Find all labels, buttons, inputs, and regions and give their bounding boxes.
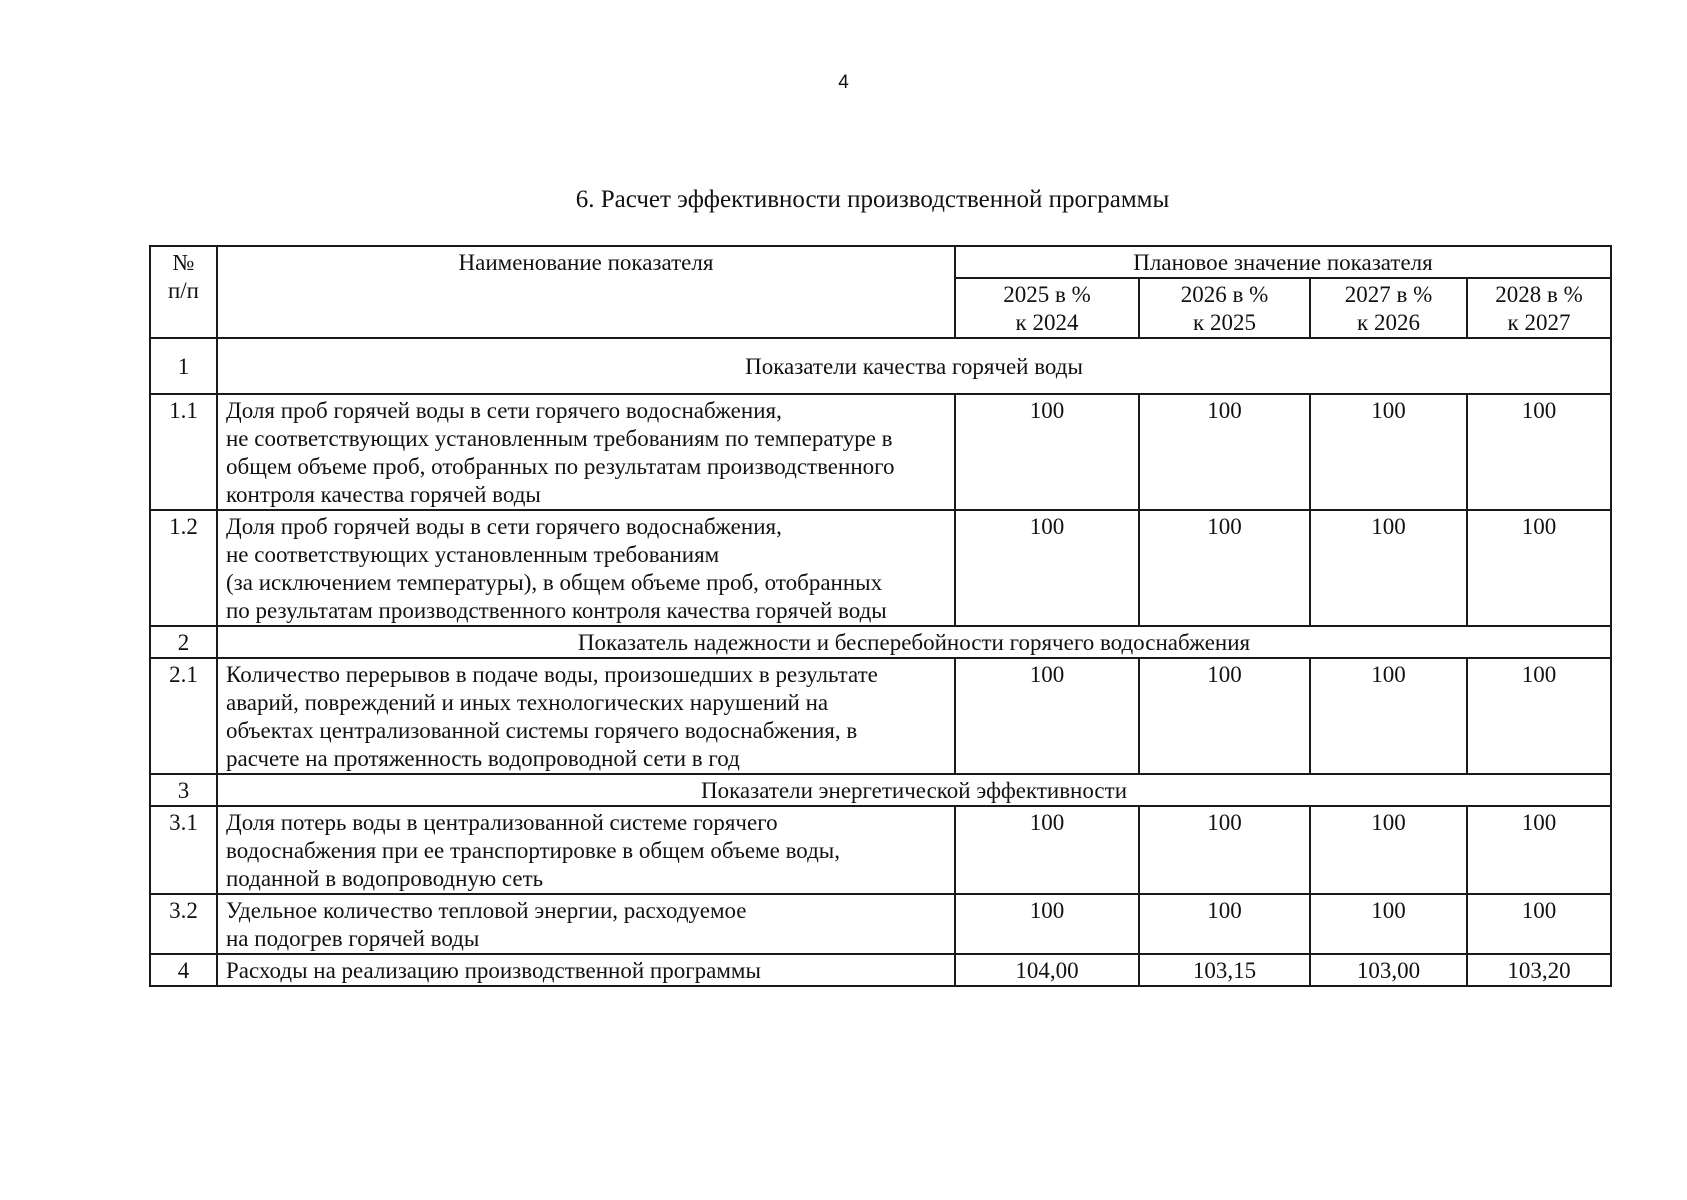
row-name-line: водоснабжения при ее транспортировке в общем объеме воды, bbox=[226, 838, 841, 863]
row-num: 3.1 bbox=[150, 806, 217, 894]
row-name bbox=[217, 658, 955, 774]
value-2026: 100 bbox=[1139, 394, 1310, 510]
row-name-line: не соответствующих установленным требованиям по температуре в bbox=[226, 426, 893, 451]
header-num bbox=[150, 246, 217, 338]
header-num-line2: п/п bbox=[167, 278, 199, 303]
row-name bbox=[217, 954, 955, 986]
section-row bbox=[150, 338, 1611, 394]
value-2027: 100 bbox=[1310, 894, 1467, 954]
table-row bbox=[150, 658, 1611, 774]
value-2025: 100 bbox=[955, 394, 1139, 510]
row-name-line: Доля проб горячей воды в сети горячего водоснабжения, bbox=[226, 514, 782, 539]
row-name-line: аварий, повреждений и иных технологических нарушений на bbox=[226, 690, 829, 715]
value-2027: 100 bbox=[1310, 658, 1467, 774]
header-num-line1: № bbox=[172, 250, 195, 275]
row-name-line: поданной в водопроводную сеть bbox=[226, 866, 544, 891]
section-num: 1 bbox=[150, 338, 217, 394]
value-2025: 100 bbox=[955, 894, 1139, 954]
row-name-line: Удельное количество тепловой энергии, расходуемое bbox=[226, 898, 747, 923]
row-name-line: Доля потерь воды в централизованной системе горячего bbox=[226, 810, 778, 835]
header-year-line1: 2027 в % bbox=[1344, 282, 1433, 307]
table-row bbox=[150, 806, 1611, 894]
row-name bbox=[217, 806, 955, 894]
section-row bbox=[150, 626, 1611, 658]
value-2028: 100 bbox=[1467, 894, 1611, 954]
row-name-line: не соответствующих установленным требованиям bbox=[226, 542, 720, 567]
section-title-cell: Показатели энергетической эффективности bbox=[217, 774, 1611, 806]
row-name-line: объектах централизованной системы горячего водоснабжения, в bbox=[226, 718, 858, 743]
section-title-cell: Показатели качества горячей воды bbox=[217, 338, 1611, 394]
row-name-line: Количество перерывов в подаче воды, произошедших в результате bbox=[226, 662, 878, 687]
row-num: 1.1 bbox=[150, 394, 217, 510]
row-name-line: расчете на протяженность водопроводной сети в год bbox=[226, 746, 740, 771]
value-2026: 100 bbox=[1139, 894, 1310, 954]
header-year-line1: 2026 в % bbox=[1180, 282, 1269, 307]
value-2028: 100 bbox=[1467, 510, 1611, 626]
table-row bbox=[150, 394, 1611, 510]
value-2025: 100 bbox=[955, 658, 1139, 774]
value-2026: 100 bbox=[1139, 510, 1310, 626]
value-2027: 100 bbox=[1310, 510, 1467, 626]
value-2025: 100 bbox=[955, 806, 1139, 894]
value-2028: 100 bbox=[1467, 806, 1611, 894]
row-name-line: Расходы на реализацию производственной программы bbox=[226, 958, 761, 983]
header-year-line2: к 2025 bbox=[1193, 310, 1256, 335]
value-2028: 103,20 bbox=[1467, 954, 1611, 986]
row-name bbox=[217, 394, 955, 510]
header-year-2025 bbox=[955, 278, 1139, 338]
section-title-cell: Показатель надежности и бесперебойности горячего водоснабжения bbox=[217, 626, 1611, 658]
row-name-line: общем объеме проб, отобранных по результатам производственного bbox=[226, 454, 895, 479]
row-num: 1.2 bbox=[150, 510, 217, 626]
row-name bbox=[217, 894, 955, 954]
section-row bbox=[150, 774, 1611, 806]
section-num: 3 bbox=[150, 774, 217, 806]
row-num: 3.2 bbox=[150, 894, 217, 954]
header-name: Наименование показателя bbox=[217, 246, 955, 338]
header-year-2027 bbox=[1310, 278, 1467, 338]
row-name-line: Доля проб горячей воды в сети горячего водоснабжения, bbox=[226, 398, 782, 423]
value-2025: 104,00 bbox=[955, 954, 1139, 986]
table-row bbox=[150, 510, 1611, 626]
table-row bbox=[150, 954, 1611, 986]
header-year-line2: к 2027 bbox=[1507, 310, 1571, 335]
value-2028: 100 bbox=[1467, 658, 1611, 774]
section-title: 6. Расчет эффективности производственной программы bbox=[575, 186, 1170, 213]
header-year-line2: к 2026 bbox=[1357, 310, 1420, 335]
row-name bbox=[217, 510, 955, 626]
value-2027: 100 bbox=[1310, 394, 1467, 510]
value-2026: 100 bbox=[1139, 806, 1310, 894]
value-2027: 103,00 bbox=[1310, 954, 1467, 986]
header-plan-group: Плановое значение показателя bbox=[955, 246, 1611, 278]
value-2026: 103,15 bbox=[1139, 954, 1310, 986]
header-year-2028 bbox=[1467, 278, 1611, 338]
row-num: 2.1 bbox=[150, 658, 217, 774]
row-num: 4 bbox=[150, 954, 217, 986]
page-number: 4 bbox=[838, 72, 849, 93]
value-2026: 100 bbox=[1139, 658, 1310, 774]
table-header-row bbox=[150, 246, 1611, 278]
table-row bbox=[150, 894, 1611, 954]
value-2028: 100 bbox=[1467, 394, 1611, 510]
row-name-line: (за исключением температуры), в общем объеме проб, отобранных bbox=[226, 570, 883, 595]
value-2025: 100 bbox=[955, 510, 1139, 626]
efficiency-table bbox=[149, 245, 1612, 987]
header-year-line2: к 2024 bbox=[1015, 310, 1079, 335]
section-num: 2 bbox=[150, 626, 217, 658]
header-year-line1: 2025 в % bbox=[1003, 282, 1091, 307]
row-name-line: по результатам производственного контроля качества горячей воды bbox=[226, 598, 887, 623]
header-year-2026 bbox=[1139, 278, 1310, 338]
row-name-line: контроля качества горячей воды bbox=[226, 482, 541, 507]
value-2027: 100 bbox=[1310, 806, 1467, 894]
header-year-line1: 2028 в % bbox=[1495, 282, 1583, 307]
row-name-line: на подогрев горячей воды bbox=[226, 926, 480, 951]
